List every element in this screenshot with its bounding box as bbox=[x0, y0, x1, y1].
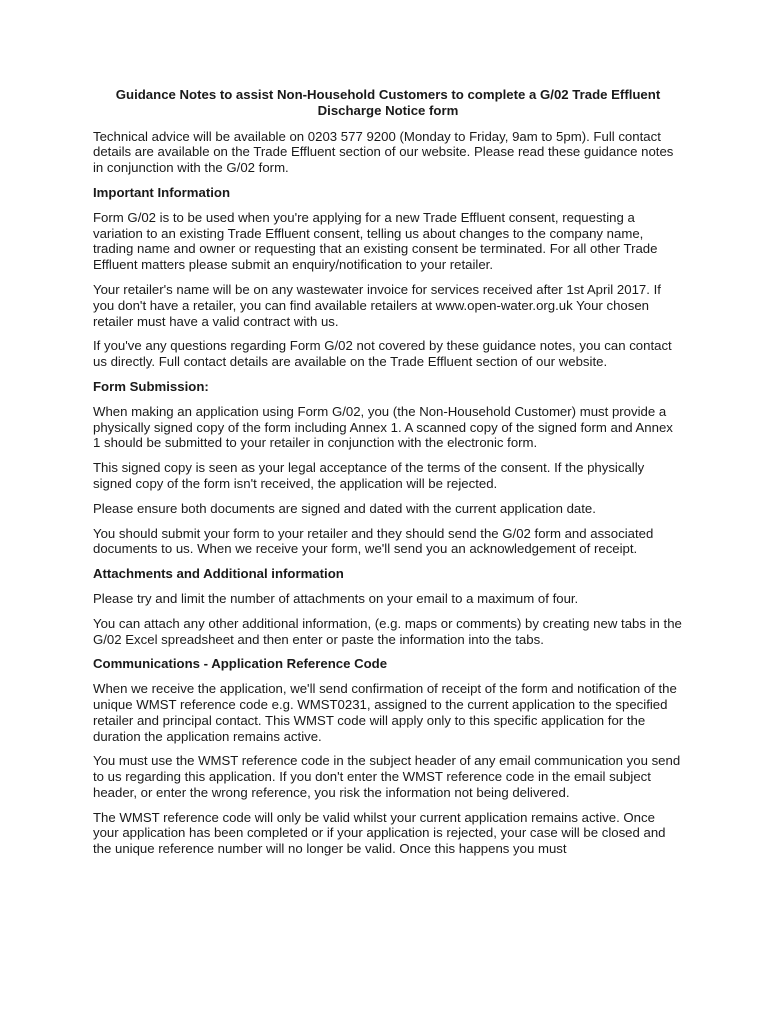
section-heading: Form Submission: bbox=[93, 378, 209, 394]
section-form-submission bbox=[93, 379, 683, 557]
section-communications bbox=[93, 656, 683, 857]
paragraph: You can attach any other additional information, (e.g. maps or comments) by creating new tabs in the G/02 Excel spreadsheet and then enter or paste the information into the tabs. bbox=[93, 615, 682, 647]
paragraph: Form G/02 is to be used when you're applying for a new Trade Effluent consent, requesting a variation to an existing Trade Effluent consent, telling us about changes to the company name, trading name and owner or requesting that an existing consent be terminated. For all other Trade Effluent matters please submit an enquiry/notification to your retailer. bbox=[93, 209, 658, 273]
paragraph: If you've any questions regarding Form G/02 not covered by these guidance notes, you can contact us directly. Full contact details are available on the Trade Effluent section of our website. bbox=[93, 338, 672, 370]
paragraph: When making an application using Form G/02, you (the Non-Household Customer) must provide a physically signed copy of the form including Annex 1. A scanned copy of the signed form and Annex 1 should be submitted to your retailer in conjunction with the electronic form. bbox=[93, 403, 673, 451]
document-title: Guidance Notes to assist Non-Household Customers to complete a G/02 Trade Effluent Discharge Notice form bbox=[115, 87, 661, 118]
document-page bbox=[93, 87, 683, 866]
section-attachments bbox=[93, 566, 683, 647]
paragraph: You should submit your form to your retailer and they should send the G/02 form and associated documents to us. When we receive your form, we'll send you an acknowledgement of receipt. bbox=[93, 525, 654, 557]
intro-paragraph: Technical advice will be available on 0203 577 9200 (Monday to Friday, 9am to 5pm). Full contact details are available on the Trade Effluent section of our website. Please read these guidance notes in conjunction with the G/02 form. bbox=[93, 128, 674, 176]
paragraph: Your retailer's name will be on any wastewater invoice for services received after 1st April 2017. If you don't have a retailer, you can find available retailers at www.open-water.org.uk Your chosen retailer must have a valid contract with us. bbox=[93, 281, 661, 329]
paragraph: When we receive the application, we'll send confirmation of receipt of the form and notification of the unique WMST reference code e.g. WMST0231, assigned to the current application to the specified retailer and principal contact. This WMST code will apply only to this specific application for the duration the application remains active. bbox=[93, 681, 677, 744]
section-heading: Important Information bbox=[93, 184, 230, 200]
section-heading: Attachments and Additional information bbox=[93, 566, 344, 582]
paragraph: Please try and limit the number of attachments on your email to a maximum of four. bbox=[93, 590, 579, 606]
paragraph: The WMST reference code will only be valid whilst your current application remains active. Once your application has been completed or if your application is rejected, your case will be closed and the unique reference number will no longer be valid. Once this happens you must bbox=[93, 809, 666, 857]
section-heading: Communications - Application Reference Code bbox=[93, 656, 388, 672]
paragraph: This signed copy is seen as your legal acceptance of the terms of the consent. If the physically signed copy of the form isn't received, the application will be rejected. bbox=[93, 460, 645, 491]
paragraph: Please ensure both documents are signed and dated with the current application date. bbox=[93, 500, 596, 516]
section-important-information bbox=[93, 185, 683, 370]
paragraph: You must use the WMST reference code in the subject header of any email communication you send to us regarding this application. If you don't enter the WMST reference code in the email subject header, or enter the wrong reference, you risk the information not being delivered. bbox=[93, 753, 681, 800]
